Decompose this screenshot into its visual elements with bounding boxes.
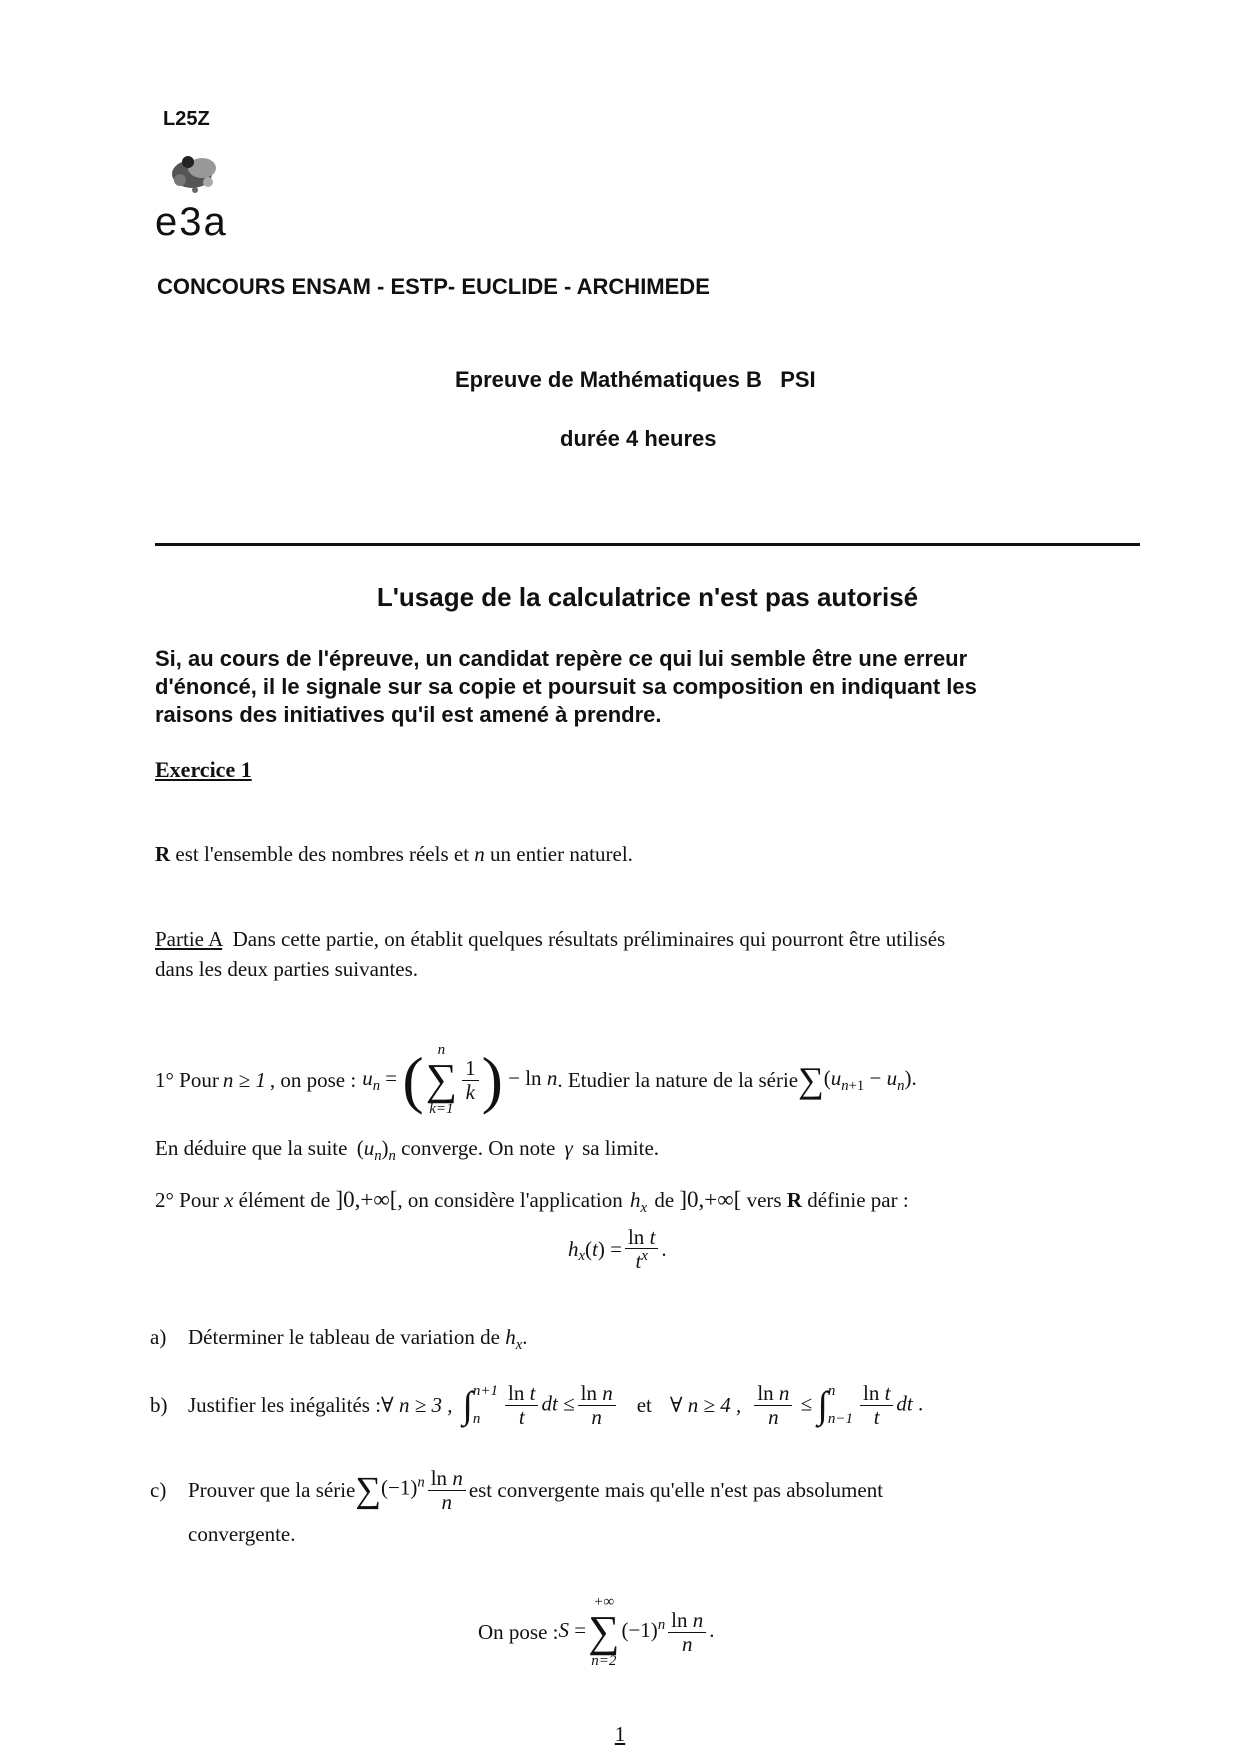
question-1 [155,1030,917,1130]
reals-symbol: R [155,842,171,866]
error-notice-line: d'énoncé, il le signale sur sa copie et poursuit sa composition en indiquant les [155,674,977,699]
error-notice-line: raisons des initiatives qu'il est amené à prendre. [155,702,662,727]
question-2a: a) Déterminer le tableau de variation de $h_x$. [150,1325,528,1354]
q2-text: , on considère l'application [397,1188,629,1212]
quantifier: ∀ n ≥ 3 , [381,1392,453,1417]
item-label: c) [150,1477,167,1502]
q1-text: , on pose : [269,1067,357,1092]
exam-duration: durée 4 heures [560,426,717,451]
gamma-symbol: γ [564,1136,573,1160]
q1-condition: n ≥ 1 [222,1067,266,1092]
qc-text: est convergente mais qu'elle n'est pas absolument [468,1477,884,1502]
q2-text: 2° Pour [155,1188,225,1212]
intro-text [155,842,633,867]
hx-definition: h $_x$ ( t ) = $\frac{\text{ln t}}{t^x}$ . [568,1225,667,1274]
part-a-text: dans les deux parties suivantes. [155,957,419,981]
question-2: 2° Pour x élément de ]0,+∞[, on considère l'application $h_x$ de ]0,+∞[ vers R définie par : [155,1187,909,1217]
exam-title: Epreuve de Mathématiques B PSI [455,367,816,392]
question-1-deduce: En déduire que la suite $(u_n)_n$ converge. On note γ sa limite. [155,1136,660,1165]
conjunction: et [636,1392,652,1417]
item-label: b) [150,1392,168,1417]
un-definition: $u_n$ = ( n ∑ k=1 $\frac{1}{k}$ ) − ln n [362,1042,558,1117]
contest-title: CONCOURS ENSAM - ESTP- EUCLIDE - ARCHIMEDE [157,274,710,299]
error-notice [155,645,1155,729]
item-label: a) [150,1325,167,1349]
part-a-label: Partie A [155,927,223,951]
page-number: 1 [614,1722,626,1746]
interval: ]0,+∞[ [335,1187,398,1212]
q1-text: En déduire que la suite [155,1136,353,1160]
question-2b [150,1370,923,1440]
intro-text-part: est l'ensemble des nombres réels et [170,842,475,866]
document-code: L25Z [163,108,210,130]
inequality-2: $\frac{\text{ln n}}{n}$ ≤ ∫ n n−1 $\frac{\text{ln t}}{t}$ dt . [751,1377,923,1434]
interval: ]0,+∞[ [679,1187,742,1212]
qa-text: Déterminer le tableau de variation de [188,1325,506,1349]
exercise-title: Exercice 1 [155,757,252,782]
on-pose-text: On pose : [478,1619,559,1644]
q1-text: converge. On note [395,1136,561,1160]
inequality-1: ∫ n+1 n $\frac{\text{ln t}}{t}$ dt ≤ $\frac{\text{ln n}}{n}$ [463,1377,619,1434]
s-definition [478,1582,715,1682]
qb-text: Justifier les inégalités : [188,1392,382,1417]
q1-text: sa limite. [576,1136,660,1160]
reals-symbol: R [786,1188,802,1212]
alternating-series: $\sum(-1)^n$ $\frac{\text{ln n}}{n}$ [355,1467,468,1512]
q1-text: 1° Pour [155,1067,219,1092]
qc-text: Prouver que la série [188,1477,356,1502]
logo-text: e3a [155,200,228,244]
e3a-logo [150,150,250,250]
q2-text: vers [741,1188,787,1212]
series-difference: $\sum(u_{n+1} - u_n)$. [798,1060,917,1100]
question-2c [150,1455,883,1525]
divider [155,543,1140,546]
q1-text: . Etudier la nature de la série [557,1067,799,1092]
s-formula: S = +∞ ∑ n=2 $(-1)^n$ $\frac{\text{ln n}}{n}$ . [558,1594,715,1669]
variable-x: x [224,1188,234,1212]
part-a-text: Dans cette partie, on établit quelques résultats préliminaires qui pourront être utilisés [222,927,946,951]
q2-text: définie par : [802,1188,909,1212]
variable-n: n [474,842,485,866]
q2-text: de [649,1188,680,1212]
part-a-intro [155,924,1155,984]
question-2c-cont: convergente. [188,1522,296,1546]
intro-text-part: un entier naturel. [484,842,633,866]
error-notice-line: Si, au cours de l'épreuve, un candidat repère ce qui lui semble être une erreur [155,646,968,671]
q2-text: élément de [233,1188,336,1212]
quantifier: ∀ n ≥ 4 , [669,1392,742,1417]
calculator-notice: L'usage de la calculatrice n'est pas autorisé [376,582,919,612]
